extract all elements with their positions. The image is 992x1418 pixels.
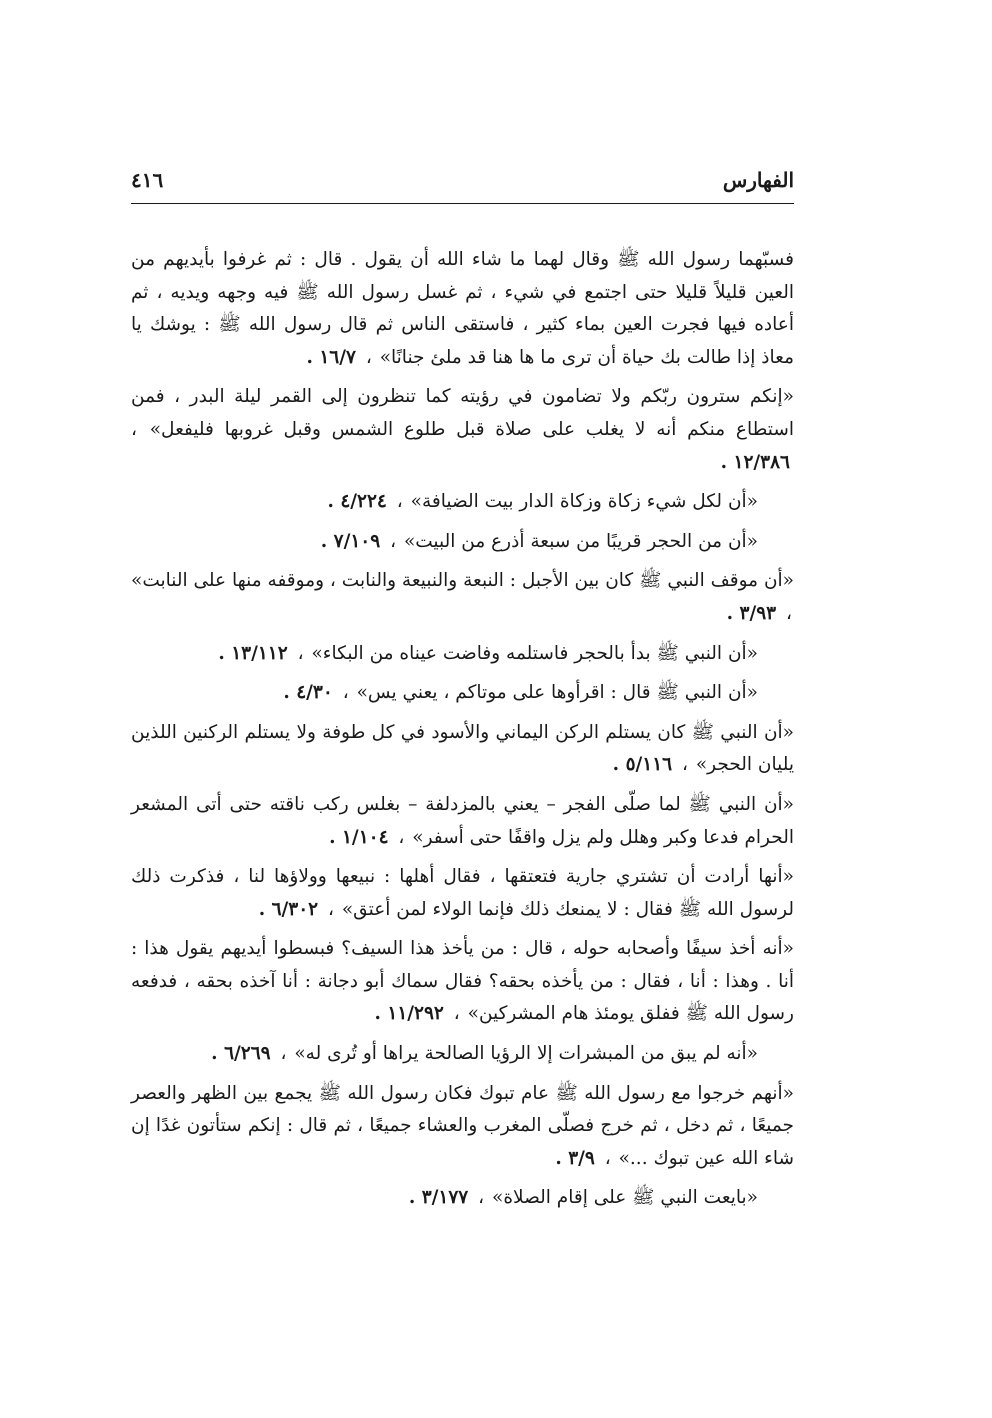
entry-separator: ، — [131, 418, 137, 440]
entry-text: «بايعت النبي ﷺ على إقام الصلاة» — [492, 1187, 758, 1209]
entry-text: «أنهم خرجوا مع رسول الله ﷺ عام تبوك فكان رسول الله ﷺ يجمع بين الظهر والعصر جميعًا ، ثم دخل ، ثم خرج فصلّى المغرب والعشاء جميعًا ، ثم قال : إنكم ستأتون غدًا إن شاء الله عين تبوك ...» — [131, 1082, 794, 1169]
entry-separator: ، — [396, 491, 403, 513]
entry-separator: ، — [297, 642, 304, 664]
index-entry — [131, 381, 794, 479]
entry-reference: ١١/٢٩٢ . — [374, 1003, 444, 1025]
index-entries — [131, 244, 794, 1222]
entry-text: «أنه لم يبق من المبشرات إلا الرؤيا الصالحة يراها أو تُرى له» — [294, 1043, 758, 1065]
entry-reference: ١٣/١١٢ . — [218, 642, 288, 664]
index-entry — [131, 565, 794, 630]
index-entry — [131, 1182, 794, 1215]
index-entry — [131, 933, 794, 1031]
entry-text: «أن من الحجر قريبًا من سبعة أذرع من البيت» — [403, 530, 758, 552]
entry-separator: ، — [478, 1187, 485, 1209]
index-entry — [131, 861, 794, 926]
entry-separator: ، — [786, 602, 792, 624]
entry-reference: ٦/٣٠٢ . — [258, 898, 319, 920]
entry-reference: ٧/١٠٩ . — [320, 530, 381, 552]
entry-separator: ، — [327, 898, 334, 920]
entry-text: «أن النبي ﷺ لما صلّى الفجر – يعني بالمزدلفة – بغلس ركب ناقته حتى أتى المشعر الحرام فدعا وكبر وهلل ولم يزل واقفًا حتى أسفر» — [131, 793, 794, 848]
entry-reference: ٣/٩ . — [555, 1147, 595, 1169]
page-header — [131, 168, 794, 198]
entry-separator: ، — [681, 754, 688, 776]
index-entry — [131, 486, 794, 519]
index-entry — [131, 717, 794, 782]
entry-reference: ٦/٢٦٩ . — [211, 1043, 271, 1065]
entry-separator: ، — [604, 1147, 611, 1169]
page-number: ٤١٦ — [131, 168, 164, 192]
entry-separator: ، — [342, 682, 349, 704]
index-entry — [131, 1038, 794, 1071]
entry-reference: ٣/٩٣ . — [726, 602, 777, 624]
entry-reference: ٤/٢٢٤ . — [327, 491, 387, 513]
entry-text: «أن لكل شيء زكاة وزكاة الدار بيت الضيافة» — [410, 491, 758, 513]
index-entry — [131, 677, 794, 710]
entry-reference: ١٦/٧ . — [306, 346, 356, 368]
entry-text: فسبّهما رسول الله ﷺ وقال لهما ما شاء الله أن يقول . قال : ثم غرفوا بأيديهم من العين قليلاً قليلا حتى اجتمع في شيء ، ثم غسل رسول الله ﷺ فيه وجهه ويديه ، ثم أعاده فيها فجرت العين بماء كثير ، فاستقى الناس ثم قال رسول الله ﷺ : يوشك يا معاذ إذا طالت بك حياة أن ترى ما ها هنا قد ملئ جنانًا» — [131, 249, 794, 368]
entry-text: «إنكم سترون ربّكم ولا تضامون في رؤيته كما تنظرون إلى القمر ليلة البدر ، فمن استطاع منكم أنه لا يغلب على صلاة قبل طلوع الشمس وقبل غروبها فليفعل» — [131, 386, 794, 440]
entry-reference: ٣/١٧٧ . — [408, 1187, 469, 1209]
entry-reference: ١/١٠٤ . — [329, 826, 389, 848]
entry-text: «أن موقف النبي ﷺ كان بين الأجبل : النبعة والنبيعة والنابت ، وموقفه منها على النابت» — [131, 570, 794, 592]
entry-separator: ، — [365, 346, 372, 368]
entry-text: «أنه أخذ سيفًا وأصحابه حوله ، قال : من يأخذ هذا السيف؟ فبسطوا أيديهم يقول هذا : أنا . وهذا : أنا ، فقال : من يأخذه بحقه؟ فقال سماك أبو دجانة : أنا آخذه بحقه ، فدفعه رسول الله ﷺ ففلق يومئذ هام المشركين» — [131, 938, 794, 1025]
entry-separator: ، — [280, 1043, 287, 1065]
entry-text: «أن النبي ﷺ كان يستلم الركن اليماني والأسود في كل طوفة ولا يستلم الركنين اللذين يليان الحجر» — [131, 721, 794, 776]
index-entry — [131, 244, 794, 374]
entry-text: «أن النبي ﷺ قال : اقرأوها على موتاكم ، يعني يس» — [356, 682, 758, 704]
entry-separator: ، — [398, 826, 405, 848]
entry-separator: ، — [390, 530, 397, 552]
index-entry — [131, 1078, 794, 1176]
index-entry — [131, 526, 794, 559]
entry-separator: ، — [453, 1003, 460, 1025]
entry-reference: ١٢/٣٨٦ . — [720, 451, 790, 473]
entry-text: «أنها أرادت أن تشتري جارية فتعتقها ، فقال أهلها : نبيعها وولاؤها لنا ، فذكرت ذلك لرسول الله ﷺ فقال : لا يمنعك ذلك فإنما الولاء لمن أعتق» — [131, 866, 794, 920]
index-entry — [131, 638, 794, 671]
running-title: الفهارس — [722, 168, 794, 192]
entry-text: «أن النبي ﷺ بدأ بالحجر فاستلمه وفاضت عيناه من البكاء» — [311, 642, 758, 664]
entry-reference: ٥/١١٦ . — [612, 754, 673, 776]
entry-reference: ٤/٣٠ . — [283, 682, 333, 704]
header-rule — [131, 203, 794, 204]
index-entry — [131, 789, 794, 854]
